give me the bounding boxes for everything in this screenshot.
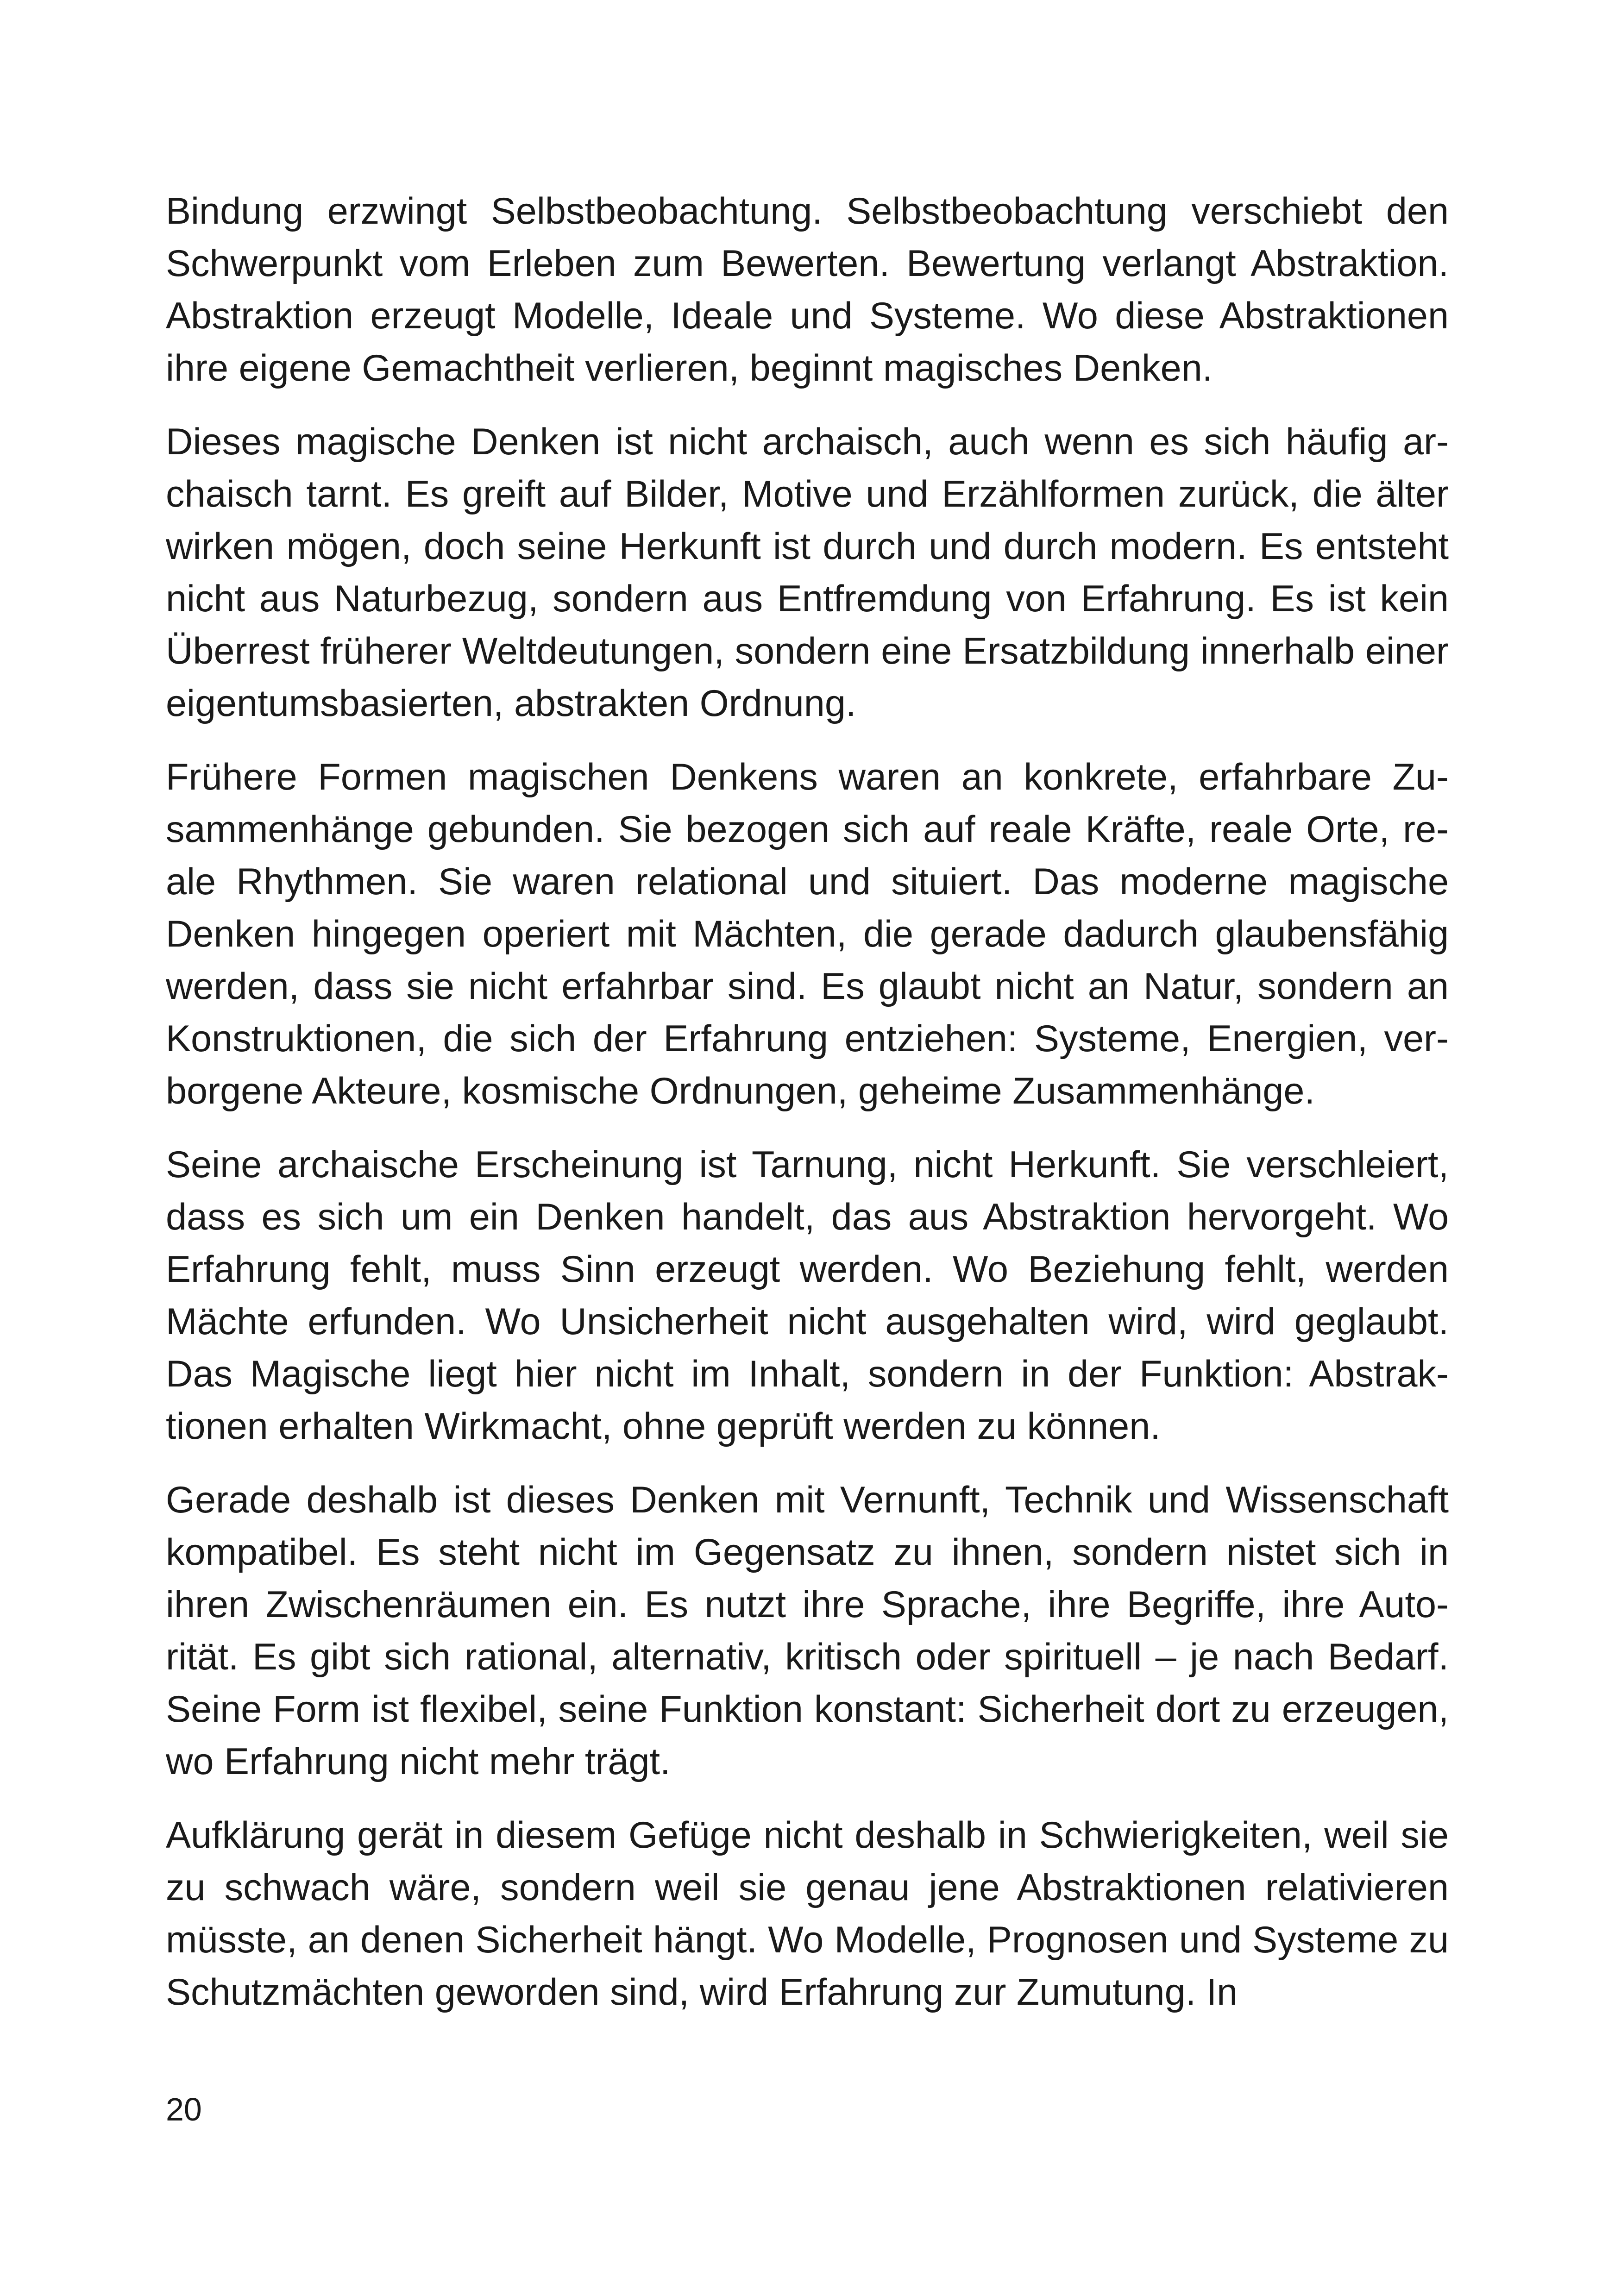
paragraph: Seine archaische Erscheinung ist Tarnung, nicht Herkunft. Sie verschleiert, dass es sich um ein Denken handelt, das aus Abstraktion hervorgeht. Wo Erfahrung fehlt, muss Sinn erzeugt werden. Wo Beziehung fehlt, werden Mächte erfunden. Wo Unsicherheit nicht ausgehalten wird, wird geglaubt. Das Magische liegt hier nicht im Inhalt, sondern in der Funktion: Abstraktionen erhalten Wirkmacht, ohne geprüft werden zu können. [166,1144,1449,1447]
paragraph-last: Aufklärung gerät in diesem Gefüge nicht deshalb in Schwierigkeiten, weil sie zu schwach wäre, sondern weil sie genau jene Abstraktionen relativieren müsste, an denen Sicherheit hängt. Wo Modelle, Prognosen und Systeme zu Schutzmächten geworden sind, wird Erfahrung zur Zumutung. In [166,1814,1449,2013]
paragraph: Bindung erzwingt Selbstbeobachtung. Selbstbeobachtung verschiebt den Schwerpunkt vom Erleben zum Bewerten. Bewertung verlangt Abstraktion. Abstraktion erzeugt Modelle, Ideale und Systeme. Wo diese Abstraktionen ihre eigene Gemachtheit verlieren, beginnt magisches Denken. [166,190,1449,389]
body-text [166,185,1449,2040]
page-number: 20 [166,2091,202,2127]
paragraph: Dieses magische Denken ist nicht archaisch, auch wenn es sich häufig archaisch tarnt. Es greift auf Bilder, Motive und Erzählformen zurück, die älter wirken mögen, doch seine Herkunft ist durch und durch modern. Es entsteht nicht aus Naturbezug, sondern aus Entfremdung von Erfahrung. Es ist kein Überrest früherer Weltdeutungen, sondern eine Ersatzbildung innerhalb einer eigentumsbasierten, abstrakten Ordnung. [166,421,1449,724]
paragraph: Gerade deshalb ist dieses Denken mit Vernunft, Technik und Wissenschaft kompatibel. Es steht nicht im Gegensatz zu ihnen, sondern nistet sich in ihren Zwischenräumen ein. Es nutzt ihre Sprache, ihre Begriffe, ihre Autorität. Es gibt sich rational, alternativ, kritisch oder spirituell – je nach Bedarf. Seine Form ist flexibel, seine Funktion konstant: Sicherheit dort zu erzeugen, wo Erfahrung nicht mehr trägt. [166,1479,1449,1782]
paragraph: Frühere Formen magischen Denkens waren an konkrete, erfahrbare Zusammenhänge gebunden. Sie bezogen sich auf reale Kräfte, reale Orte, reale Rhythmen. Sie waren relational und situiert. Das moderne magische Denken hingegen operiert mit Mächten, die gerade dadurch glaubensfähig werden, dass sie nicht erfahrbar sind. Es glaubt nicht an Natur, sondern an Konstruktionen, die sich der Erfahrung entziehen: Systeme, Energien, verborgene Akteure, kosmische Ordnungen, geheime Zusammenhänge. [166,756,1449,1112]
